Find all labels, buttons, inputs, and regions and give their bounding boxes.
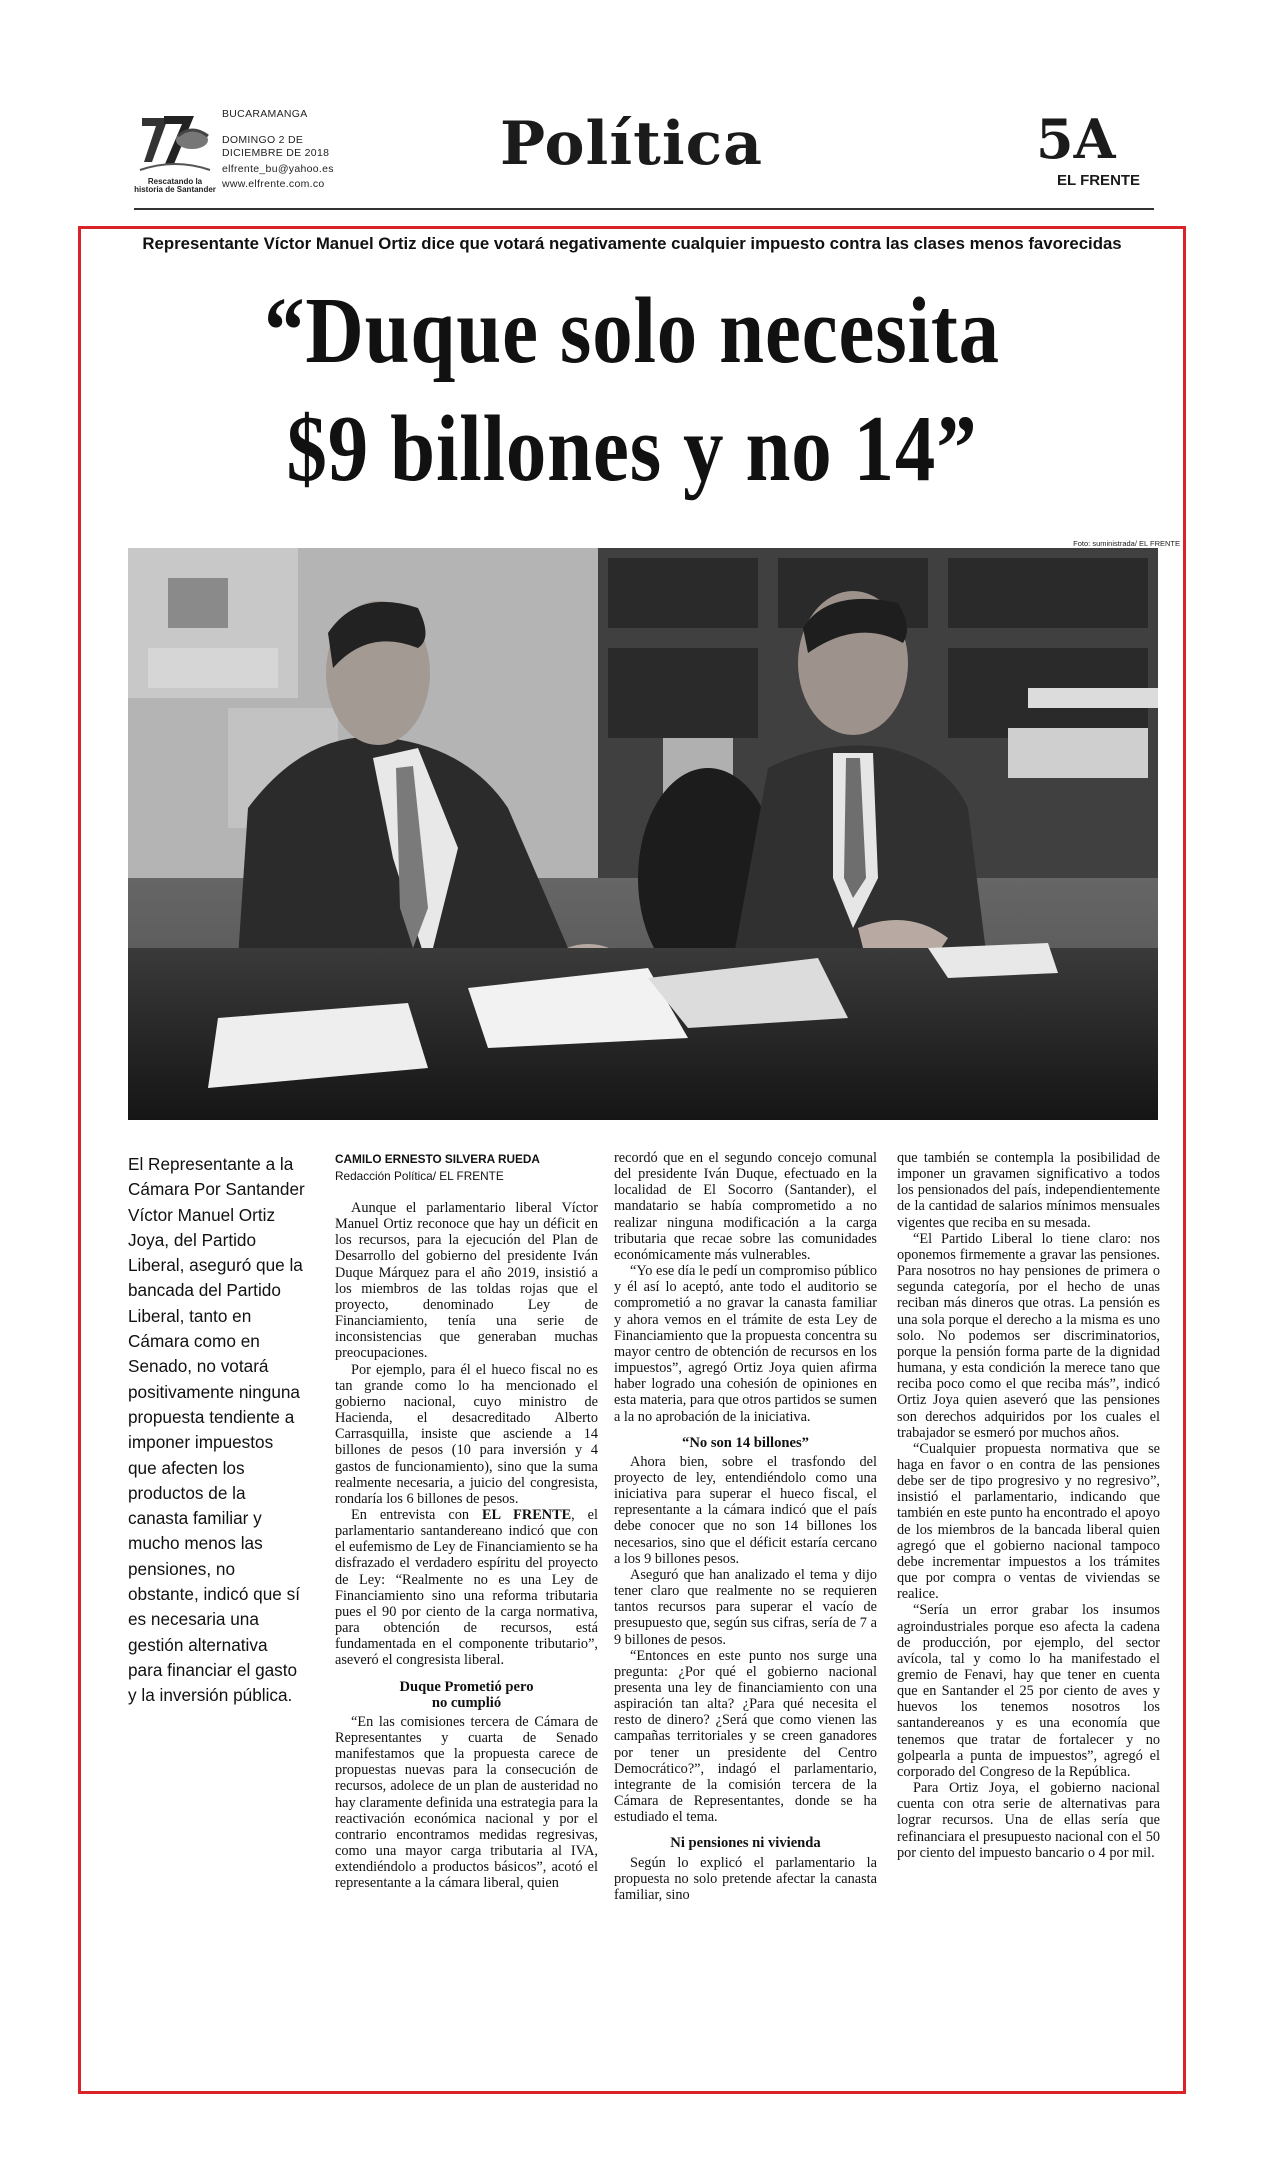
paragraph: “Entonces en este punto nos surge una pregunta: ¿Por qué el gobierno nacional presenta una ley de financiamiento con una aspiración tan alta? ¿Para qué necesita el resto de dinero? ¿Será que como vienen las campañas territoriales y se creen ganadores por tener un presidente del Centro Democrático?”, indagó el parlamentario, integrante de la comisión tercera de la Cámara de Representantes, donde se ha estudiado el tema. bbox=[614, 1647, 877, 1826]
logo-caption: Rescatando la historia de Santander bbox=[134, 177, 216, 194]
paragraph: Según lo explicó el parlamentario la propuesta no solo pretende afectar la canasta familiar, sino bbox=[614, 1854, 877, 1903]
paragraph: Aunque el parlamentario liberal Víctor Manuel Ortiz reconoce que hay un déficit en los recursos, para la ejecución del Plan de Desarrollo del gobierno del presidente Iván Duque Márquez para el año 2019, insistió a los miembros de las toldas rojas que el proyecto, denominado Ley de Financiamiento, tenía una serie de inconsistencias que generaban muchas preocupaciones. bbox=[335, 1200, 598, 1362]
paragraph: Ahora bien, sobre el trasfondo del proyecto de ley, entendiéndolo como una iniciativa para superar el hueco fiscal, el representante a la cámara indicó que el país debe conocer que no son 14 billones los necesarios, sino que el déficit estaría cercano a los 9 billones pesos. bbox=[614, 1453, 877, 1567]
paragraph: En entrevista con EL FRENTE, el parlamentario santandereano indicó que con el eufemismo de Ley de Financiamiento se ha disfrazado el verdadero espíritu del proyecto de Ley: “Realmente no es una Ley de Financiamiento sino una reforma tributaria pues el 90 por ciento de la carga normativa, para obtención de recursos, está fundamentada en el componente tributario”, aseveró el congresista liberal. bbox=[335, 1506, 598, 1669]
paragraph: Aseguró que han analizado el tema y dijo tener claro que realmente no se requieren tantos recursos para superar el vacío de presupuesto que, según sus cifras, sería de 7 a 9 billones de pesos. bbox=[614, 1566, 877, 1648]
paragraph: “Yo ese día le pedí un compromiso público y él así lo aceptó, ante todo el auditorio se comprometió a no gravar la canasta familiar y ahora vemos en el trámite de esta Ley de Financiamiento que la propuesta concentra su mayor centro de obtención de recursos en los impuestos”, agregó Ortiz Joya quien afirma haber logrado una cohesión de opiniones en esta materia, para que otros partidos se sumen a la no aprobación de la iniciativa. bbox=[614, 1263, 877, 1425]
article-kicker: Representante Víctor Manuel Ortiz dice que votará negativamente cualquier impuesto contra las clases menos favorecidas bbox=[142, 234, 1122, 253]
article-lede: El Representante a la Cámara Por Santander Víctor Manuel Ortiz Joya, del Partido Liberal, aseguró que la bancada del Partido Liberal, tanto en Cámara como en Senado, no votará positivamente ninguna propuesta tendiente a imponer impuestos que afecten los productos de la canasta familiar y mucho menos las pensiones, no obstante, indicó que sí es necesaria una gestión alternativa para financiar el gasto y la inversión pública. bbox=[128, 1154, 305, 1706]
page-number: 5A bbox=[1036, 107, 1116, 171]
headline-line-2: $9 billones y no 14” bbox=[286, 397, 978, 501]
subheading: “No son 14 billones” bbox=[682, 1434, 809, 1451]
subheading: Ni pensiones ni vivienda bbox=[670, 1835, 821, 1852]
paragraph: “El Partido Liberal lo tiene claro: nos oponemos firmemente a gravar las pensiones. Para nosotros no hay pensiones de primera o segunda categoría, por el hecho de unas reciban más dineros que otras. La pensión es una sola porque el derecho a la misma es uno solo. No podemos ser discriminatorios, porque la pensión forma parte de la dignidad humana, y esta condición la merece tano que reciba poco como el que reciba más”, indicó Ortiz Joya quien aseveró que las pensiones son derechos adquiridos por los cuales el trabajador se esmeró por muchos años. bbox=[897, 1230, 1160, 1441]
paper-mention: EL FRENTE bbox=[481, 1506, 572, 1523]
body-column-3 bbox=[897, 1150, 1160, 1861]
body-column-1 bbox=[335, 1200, 598, 1892]
paragraph: “Cualquier propuesta normativa que se haga en favor o en contra de las pensiones debe ser de tipo progresivo y no regresivo”, insistió el parlamentario, indicando que también en este punto ha encontrado el apoyo de los miembros de la bancada liberal quien agregó que el gobierno nacional tampoco debe incrementar impuestos a los trámites que por compra o ventas de viviendas se realice. bbox=[897, 1440, 1160, 1603]
city-label: BUCARAMANGA bbox=[222, 108, 308, 120]
newspaper-logo bbox=[138, 110, 212, 180]
photo-credit: Foto: suministrada/ EL FRENTE bbox=[1073, 539, 1180, 548]
paragraph: “En las comisiones tercera de Cámara de Representantes y cuarta de Senado manifestamos que la propuesta carece de propuestas nuevas para la consecución de recursos, adolece de un plan de austeridad no hay claramente definida una estrategia para la reactivación económica nacional y por el contrario encontramos medidas regresivas, como una mayor carga tributaria al IVA, extendiéndolo a productos básicos”, acotó el representante a la cámara liberal, quien bbox=[335, 1713, 598, 1892]
newspaper-name: EL FRENTE bbox=[1057, 172, 1141, 189]
header-rule bbox=[134, 208, 1154, 210]
byline-role: Redacción Política/ EL FRENTE bbox=[335, 1169, 504, 1183]
headline-line-1: “Duque solo necesita bbox=[264, 279, 1000, 383]
article-photo bbox=[128, 548, 1158, 1120]
article-headline bbox=[159, 272, 1105, 508]
paragraph: que también se contempla la posibilidad de imponer un gravamen significativo a todos los pensionados del país, independientemente de la cantidad de salarios mínimos mensuales vigentes que reciba en su mesada. bbox=[897, 1150, 1160, 1231]
byline-author: CAMILO ERNESTO SILVERA RUEDA bbox=[335, 1152, 540, 1166]
paragraph: Para Ortiz Joya, el gobierno nacional cuenta con otra serie de alternativas para lograr recursos. Una de ellas sería que refinanciara el presupuesto nacional con el 50 por ciento del impuesto bancario o 4 por mil. bbox=[897, 1780, 1160, 1861]
section-title: Política bbox=[500, 109, 764, 179]
website-link[interactable]: www.elfrente.com.co bbox=[222, 178, 325, 190]
paragraph: Por ejemplo, para él el hueco fiscal no es tan grande como lo ha mencionado el gobierno nacional, cuyo ministro de Hacienda, el desacreditado Alberto Carrasquilla, insiste que asciende a 14 billones de pesos (10 para inversión y 4 gastos de funcionamiento), sino que la suma realmente necesaria, a juicio del congresista, rondaría los 6 billones de pesos. bbox=[335, 1361, 598, 1507]
paragraph: “Sería un error grabar los insumos agroindustriales porque eso afecta la cadena de producción, por ejemplo, del sector avícola, tal y como lo ha manifestado el gremio de Fenavi, hay que tener en cuenta que en Santander el 25 por ciento de aves y huevos los tenemos nosotros los santandereanos y es una economía que tenemos que tratar de fortalecer y no golpearla a punta de impuestos”, agregó el corporado del Congreso de la República. bbox=[897, 1602, 1160, 1780]
paragraph: recordó que en el segundo concejo comunal del presidente Iván Duque, efectuado en la localidad de El Socorro (Santander), el mandatario se había comprometido a no realizar ninguna modificación a la carga tributaria que recae sobre las comunidades económicamente más vulnerables. bbox=[614, 1150, 877, 1263]
subheading: Duque Prometió pero no cumplió bbox=[399, 1678, 534, 1711]
body-column-2 bbox=[614, 1150, 877, 1903]
email-link[interactable]: elfrente_bu@yahoo.es bbox=[222, 163, 334, 175]
date-label: DOMINGO 2 DE DICIEMBRE DE 2018 bbox=[222, 134, 330, 159]
